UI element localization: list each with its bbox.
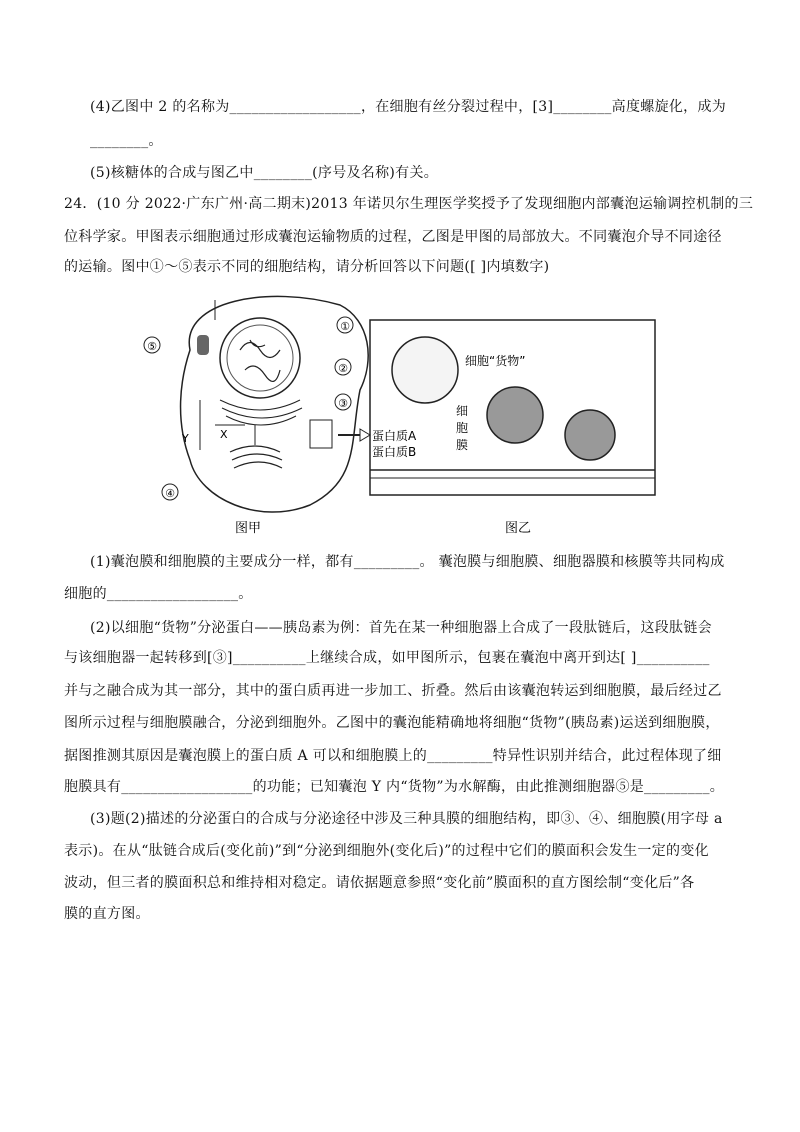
text-line: 并与之融合成为其一部分，其中的蛋白质再进一步加工、折叠。然后由该囊泡转运到细胞膜，最后经过乙 [64, 683, 722, 699]
membrane-label-2: 胞 [456, 421, 469, 435]
text-line: 与该细胞器一起转移到[③]__________上继续合成，如甲图所示，包裹在囊泡中离开到达[ ]__________ [64, 650, 710, 666]
callout-4 [162, 484, 178, 500]
text-line: 图所示过程与细胞膜融合，分泌到细胞外。乙图中的囊泡能精确地将细胞“货物”(胰岛素)运送到细胞膜， [64, 715, 720, 731]
svg-text:③: ③ [338, 397, 348, 410]
cell-diagram [147, 280, 660, 540]
text-line: 细胞的__________________。 [64, 586, 253, 602]
text-line: 表示)。在从“肽链合成后(变化前)”到“分泌到细胞外(变化后)”的过程中它们的膜面积会发生一定的变化 [64, 843, 709, 859]
label-jia: 图甲 [235, 521, 262, 536]
protein-a-label: 蛋白质A [372, 429, 417, 443]
text-line: (4)乙图中 2 的名称为__________________，在细胞有丝分裂过程中，[3]________高度螺旋化，成为 [90, 99, 727, 115]
cargo-label: 细胞“货物” [465, 354, 526, 368]
callout-1 [337, 317, 353, 333]
figure [147, 280, 660, 540]
text-line: (2)以细胞“货物”分泌蛋白——胰岛素为例：首先在某一种细胞器上合成了一段肽链后，这段肽链会 [90, 620, 712, 636]
text-line: 24．(10 分 2022·广东广州·高二期末)2013 年诺贝尔生理医学奖授予了发现细胞内部囊泡运输调控机制的三 [64, 196, 754, 212]
membrane-label-1: 细 [456, 404, 469, 418]
svg-text:②: ② [338, 362, 348, 375]
label-yi: 图乙 [505, 521, 532, 536]
text-line: (1)囊泡膜和细胞膜的主要成分一样，都有_________。 囊泡膜与细胞膜、细胞器膜和核膜等共同构成 [90, 554, 725, 570]
callout-2 [335, 359, 351, 375]
callout-5 [144, 337, 160, 353]
text-line: 波动，但三者的膜面积总和维持相对稳定。请依据题意参照“变化前”膜面积的直方图绘制“变化后”各 [64, 875, 695, 891]
text-line: 膜的直方图。 [64, 906, 150, 922]
svg-text:①: ① [340, 320, 350, 333]
text-line: 胞膜具有__________________的功能；已知囊泡 Y 内“货物”为水解酶，由此推测细胞器⑤是_________。 [64, 779, 725, 795]
membrane-label-3: 膜 [456, 438, 469, 452]
text-line: 位科学家。甲图表示细胞通过形成囊泡运输物质的过程，乙图是甲图的局部放大。不同囊泡介导不同途径 [64, 229, 722, 245]
letter-x: X [220, 428, 228, 441]
text-line: (5)核糖体的合成与图乙中________(序号及名称)有关。 [90, 165, 439, 181]
svg-text:⑤: ⑤ [147, 340, 157, 353]
callout-3 [335, 394, 351, 410]
letter-y: Y [182, 432, 189, 445]
protein-b-label: 蛋白质B [372, 445, 417, 459]
text-line: (3)题(2)描述的分泌蛋白的合成与分泌途径中涉及三种具膜的细胞结构，即③、④、细胞膜(用字母 a [90, 811, 723, 827]
text-line: 据图推测其原因是囊泡膜上的蛋白质 A 可以和细胞膜上的_________特异性识别并结合，此过程体现了细 [64, 748, 722, 764]
text-line: ________。 [90, 133, 163, 149]
svg-text:④: ④ [165, 487, 175, 500]
text-line: 的运输。图中①～⑤表示不同的细胞结构，请分析回答以下问题([ ]内填数字) [64, 259, 550, 275]
